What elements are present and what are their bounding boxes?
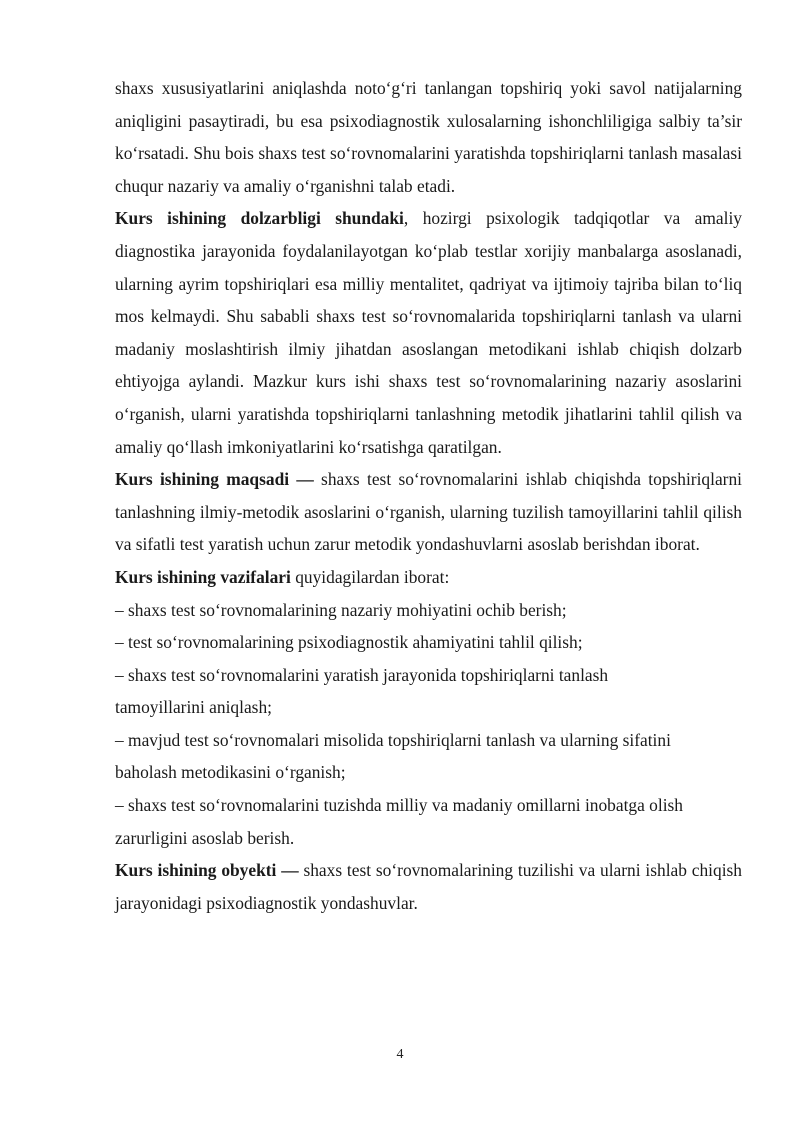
intro-paragraph: shaxs xususiyatlarini aniqlashda noto‘g‘ri tanlangan topshiriq yoki savol natijalarning aniqligini pasaytiradi, bu esa psixodiagnostik xulosalarning ishonchliligiga salbiy ta’sir ko‘rsatadi. Shu bois shaxs test so‘rovnomalarini yaratishda topshiriqlarni tanlash masalasi chuqur nazariy va amaliy o‘rganishni talab etadi.: [115, 78, 742, 196]
task-item: – shaxs test so‘rovnomalarini tuzishda milliy va madaniy omillarni inobatga olish zarurligini asoslab berish.: [115, 795, 683, 848]
relevance-paragraph: [115, 202, 742, 463]
task-item: – shaxs test so‘rovnomalarini yaratish jarayonida topshiriqlarni tanlash tamoyillarini aniqlash;: [115, 664, 609, 718]
object-heading: Kurs ishining obyekti —: [115, 860, 299, 881]
task-item: – mavjud test so‘rovnomalari misolida topshiriqlarni tanlash va ularning sifatini baholash metodikasini o‘rganish;: [115, 729, 671, 783]
purpose-text: shaxs test so‘rovnomalarini ishlab chiqishda topshiriqlarni tanlashning ilmiy-metodik asoslarini o‘rganish, ularning tuzilish tamoyillarini tahlil qilish va sifatli test yaratish uchun zarur metodik yondashuvlarni asoslab berishdan iborat.: [115, 469, 742, 555]
purpose-paragraph: [115, 463, 742, 561]
tasks-intro: quyidagilardan iborat:: [290, 566, 450, 587]
tasks-heading: Kurs ishining vazifalari: [115, 566, 291, 587]
purpose-heading: Kurs ishining maqsadi —: [115, 469, 314, 490]
relevance-text: , hozirgi psixologik tadqiqotlar va amaliy diagnostika jarayonida foydalanilayotgan ko‘plab testlar xorijiy manbalarga asoslanadi, ularning ayrim topshiriqlari esa milliy mentalitet, qadriyat va ijtimoiy tajriba bilan to‘liq mos kelmaydi. Shu sababli shaxs test so‘rovnomalarida topshiriqlarni tanlash va ularni madaniy moslashtirish ilmiy jihatdan asoslangan metodikani ishlab chiqish dolzarb ehtiyojga aylandi. Mazkur kurs ishi shaxs test so‘rovnomalarining nazariy asoslarini o‘rganish, ularni yaratishda topshiriqlarni tanlashning metodik jihatlarini tahlil qilish va amaliy qo‘llash imkoniyatlarini ko‘rsatishga qaratilgan.: [115, 208, 742, 457]
object-text: shaxs test so‘rovnomalarining tuzilishi va ularni ishlab chiqish jarayonidagi psixodiagnostik yondashuvlar.: [115, 860, 743, 913]
document-page: [115, 72, 742, 919]
page-number: 4: [396, 1047, 404, 1062]
relevance-heading: Kurs ishining dolzarbligi shundaki: [115, 208, 404, 229]
object-paragraph: [115, 854, 742, 919]
task-item: – test so‘rovnomalarining psixodiagnostik ahamiyatini tahlil qilish;: [115, 632, 583, 653]
task-item: – shaxs test so‘rovnomalarining nazariy mohiyatini ochib berish;: [115, 599, 567, 620]
tasks-heading-line: [115, 561, 742, 594]
